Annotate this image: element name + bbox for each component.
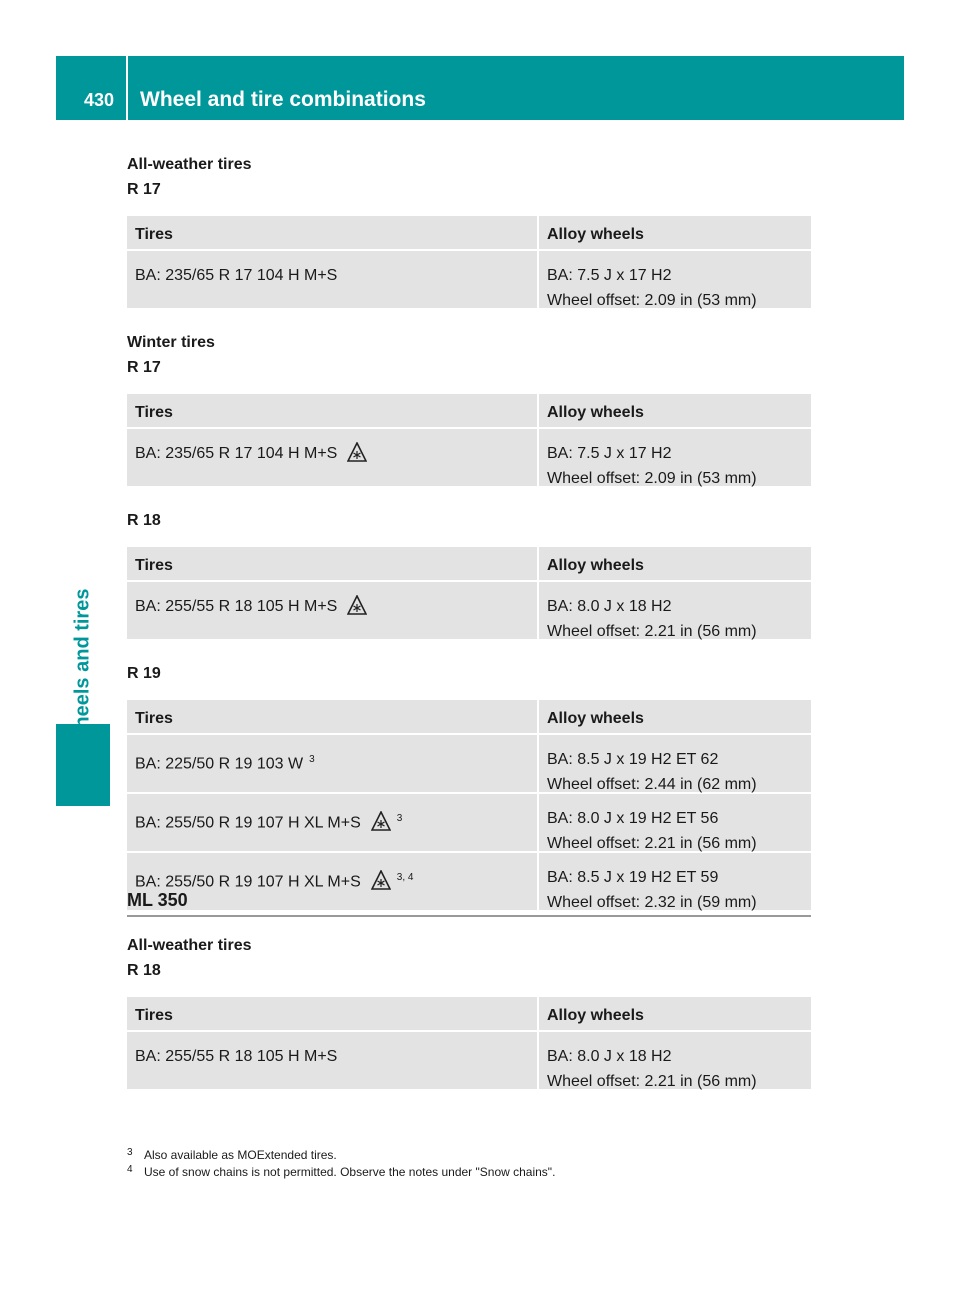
snowflake-mountain-icon	[371, 870, 391, 890]
header-divider	[126, 56, 128, 120]
wheel-offset: Wheel offset: 2.09 in (53 mm)	[547, 292, 757, 309]
wheel-cell	[537, 1032, 811, 1089]
wheel-spec: BA: 8.0 J x 18 H2	[547, 1048, 672, 1065]
wheel-spec: BA: 8.5 J x 19 H2 ET 59	[547, 869, 719, 886]
wheel-offset: Wheel offset: 2.44 in (62 mm)	[547, 776, 757, 793]
table-row	[127, 582, 811, 639]
table-header-row	[127, 216, 811, 249]
snowflake-mountain-icon	[371, 811, 391, 831]
tire-spec: BA: 255/55 R 18 105 H M+S	[135, 1048, 338, 1065]
column-header-tires: Tires	[135, 226, 173, 243]
tire-spec: BA: 255/55 R 18 105 H M+S	[135, 598, 338, 615]
tire-spec: BA: 255/50 R 19 107 H XL M+S	[135, 814, 361, 832]
table-row	[127, 735, 811, 792]
tire-cell	[127, 582, 537, 639]
table-header-row	[127, 700, 811, 733]
wheel-cell	[537, 429, 811, 486]
page-number: 430	[84, 90, 115, 110]
wheel-offset: Wheel offset: 2.09 in (53 mm)	[547, 470, 757, 487]
column-header-alloy-wheels: Alloy wheels	[537, 547, 811, 580]
table-row	[127, 251, 811, 308]
tire-cell	[127, 1032, 537, 1089]
footnote-number: 3	[127, 1147, 133, 1158]
tire-spec: BA: 235/65 R 17 104 H M+S	[135, 445, 338, 462]
footnote-ref: 3, 4	[396, 872, 414, 883]
wheel-offset: Wheel offset: 2.21 in (56 mm)	[547, 835, 757, 852]
rim-size: R 17	[127, 359, 161, 376]
rim-size: R 18	[127, 962, 161, 979]
tire-cell	[127, 429, 537, 486]
table-header-row	[127, 997, 811, 1030]
column-header-tires: Tires	[135, 710, 173, 727]
block-heading: All-weather tires	[127, 156, 252, 173]
wheel-offset: Wheel offset: 2.21 in (56 mm)	[547, 1073, 757, 1090]
column-header-alloy-wheels: Alloy wheels	[537, 394, 811, 427]
rim-size: R 19	[127, 665, 161, 682]
section-title: ML 350	[127, 890, 811, 917]
column-header-alloy-wheels: Alloy wheels	[537, 700, 811, 733]
snowflake-mountain-icon	[347, 595, 367, 615]
rim-size: R 18	[127, 512, 161, 529]
table-header-row	[127, 547, 811, 580]
tire-tables-ml350	[127, 933, 811, 1111]
page-title: Wheel and tire combinations	[140, 88, 426, 111]
column-header-tires: Tires	[135, 404, 173, 421]
footnote-text: Also available as MOExtended tires.	[144, 1148, 337, 1162]
column-header-alloy-wheels: Alloy wheels	[537, 216, 811, 249]
wheel-spec: BA: 8.5 J x 19 H2 ET 62	[547, 751, 719, 768]
wheel-spec: BA: 7.5 J x 17 H2	[547, 267, 672, 284]
tire-spec: BA: 255/50 R 19 107 H XL M+S	[135, 873, 361, 891]
wheel-cell	[537, 735, 811, 792]
tire-table	[127, 997, 811, 1089]
footnotes	[127, 1147, 555, 1181]
tire-table	[127, 547, 811, 639]
wheel-offset: Wheel offset: 2.21 in (56 mm)	[547, 623, 757, 640]
wheel-spec: BA: 7.5 J x 17 H2	[547, 445, 672, 462]
table-row	[127, 429, 811, 486]
page-header	[56, 56, 904, 120]
tire-table	[127, 216, 811, 308]
tire-spec: BA: 225/50 R 19 103 W	[135, 755, 304, 773]
tire-tables-ml	[127, 152, 811, 932]
wheel-spec: BA: 8.0 J x 18 H2	[547, 598, 672, 615]
side-tab-label: Wheels and tires	[71, 588, 94, 748]
snowflake-mountain-icon	[347, 442, 367, 462]
tire-spec: BA: 235/65 R 17 104 H M+S	[135, 267, 338, 284]
block-heading: Winter tires	[127, 334, 215, 351]
wheel-cell	[537, 794, 811, 851]
tire-cell	[127, 735, 537, 792]
table-row	[127, 1032, 811, 1089]
column-header-tires: Tires	[135, 557, 173, 574]
footnote	[127, 1164, 555, 1181]
tire-cell	[127, 794, 537, 851]
column-header-alloy-wheels: Alloy wheels	[537, 997, 811, 1030]
rim-size: R 17	[127, 181, 161, 198]
tire-cell	[127, 251, 537, 308]
footnote-text: Use of snow chains is not permitted. Observe the notes under "Snow chains".	[144, 1165, 556, 1179]
tire-table	[127, 394, 811, 486]
wheel-cell	[537, 251, 811, 308]
wheel-offset: Wheel offset: 2.32 in (59 mm)	[547, 894, 757, 911]
footnote-number: 4	[127, 1164, 133, 1175]
footnote	[127, 1147, 555, 1164]
table-row	[127, 794, 811, 851]
tire-table	[127, 700, 811, 910]
wheel-cell	[537, 582, 811, 639]
table-header-row	[127, 394, 811, 427]
wheel-spec: BA: 8.0 J x 19 H2 ET 56	[547, 810, 719, 827]
side-tab	[56, 548, 110, 806]
footnote-ref: 3	[309, 754, 315, 765]
footnote-ref: 3	[396, 813, 403, 824]
block-heading: All-weather tires	[127, 937, 252, 954]
column-header-tires: Tires	[135, 1007, 173, 1024]
